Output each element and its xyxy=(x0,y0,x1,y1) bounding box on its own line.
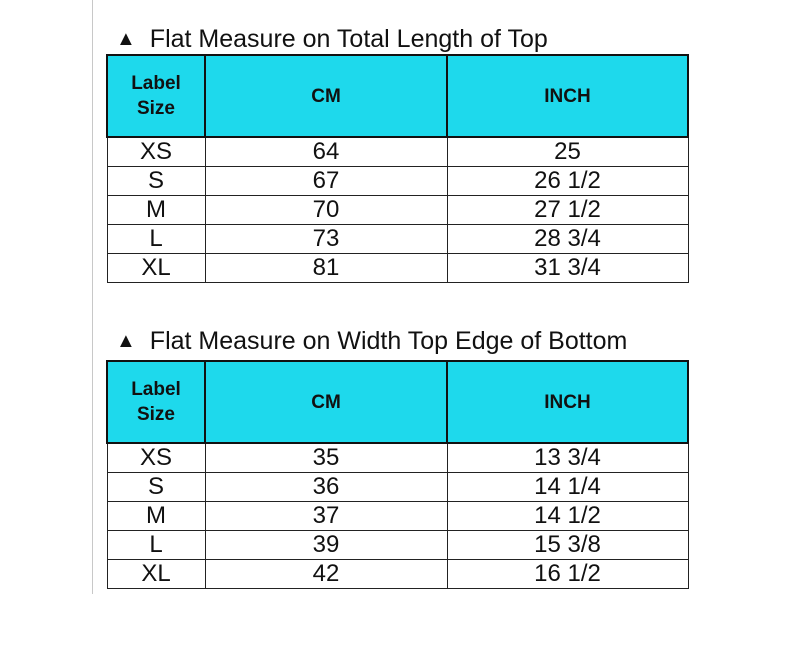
cropped-bottom-area xyxy=(0,594,800,650)
size-cell: S xyxy=(107,473,205,502)
inch-cell: 14 1/2 xyxy=(447,502,688,531)
cm-cell: 64 xyxy=(205,137,447,167)
inch-cell: 15 3/8 xyxy=(447,531,688,560)
table-row xyxy=(107,443,688,473)
size-cell: XS xyxy=(107,137,205,167)
table-row xyxy=(107,531,688,560)
header-cm: CM xyxy=(205,55,447,137)
triangle-up-icon: ▲ xyxy=(116,28,136,50)
header-inch: INCH xyxy=(447,361,688,443)
cm-cell: 39 xyxy=(205,531,447,560)
size-cell: L xyxy=(107,531,205,560)
section-title-width xyxy=(116,326,627,356)
size-cell: S xyxy=(107,167,205,196)
inch-cell: 16 1/2 xyxy=(447,560,688,589)
inch-cell: 28 3/4 xyxy=(447,225,688,254)
cm-cell: 36 xyxy=(205,473,447,502)
cm-cell: 67 xyxy=(205,167,447,196)
size-cell: M xyxy=(107,196,205,225)
cm-cell: 81 xyxy=(205,254,447,283)
size-cell: XL xyxy=(107,254,205,283)
table-row xyxy=(107,225,688,254)
section-title-text: Flat Measure on Total Length of Top xyxy=(149,25,548,53)
size-cell: XS xyxy=(107,443,205,473)
header-inch: INCH xyxy=(447,55,688,137)
header-cm: CM xyxy=(205,361,447,443)
inch-cell: 31 3/4 xyxy=(447,254,688,283)
inch-cell: 13 3/4 xyxy=(447,443,688,473)
table-row xyxy=(107,254,688,283)
table-row xyxy=(107,167,688,196)
size-table-width xyxy=(106,360,689,589)
triangle-up-icon: ▲ xyxy=(116,330,136,352)
cm-cell: 70 xyxy=(205,196,447,225)
cm-cell: 73 xyxy=(205,225,447,254)
table-row xyxy=(107,560,688,589)
inch-cell: 27 1/2 xyxy=(447,196,688,225)
cm-cell: 42 xyxy=(205,560,447,589)
cm-cell: 35 xyxy=(205,443,447,473)
inch-cell: 14 1/4 xyxy=(447,473,688,502)
table-header-row xyxy=(107,55,688,137)
size-table-length xyxy=(106,54,689,283)
table-row xyxy=(107,502,688,531)
left-divider-line xyxy=(92,0,93,600)
table-header-row xyxy=(107,361,688,443)
table-row xyxy=(107,196,688,225)
inch-cell: 26 1/2 xyxy=(447,167,688,196)
cm-cell: 37 xyxy=(205,502,447,531)
section-title-text: Flat Measure on Width Top Edge of Bottom xyxy=(149,327,628,355)
table-row xyxy=(107,137,688,167)
size-cell: XL xyxy=(107,560,205,589)
inch-cell: 25 xyxy=(447,137,688,167)
size-cell: L xyxy=(107,225,205,254)
size-cell: M xyxy=(107,502,205,531)
header-label-size: Label Size xyxy=(107,361,205,443)
header-label-size: Label Size xyxy=(107,55,205,137)
table-row xyxy=(107,473,688,502)
section-title-length xyxy=(116,24,548,54)
